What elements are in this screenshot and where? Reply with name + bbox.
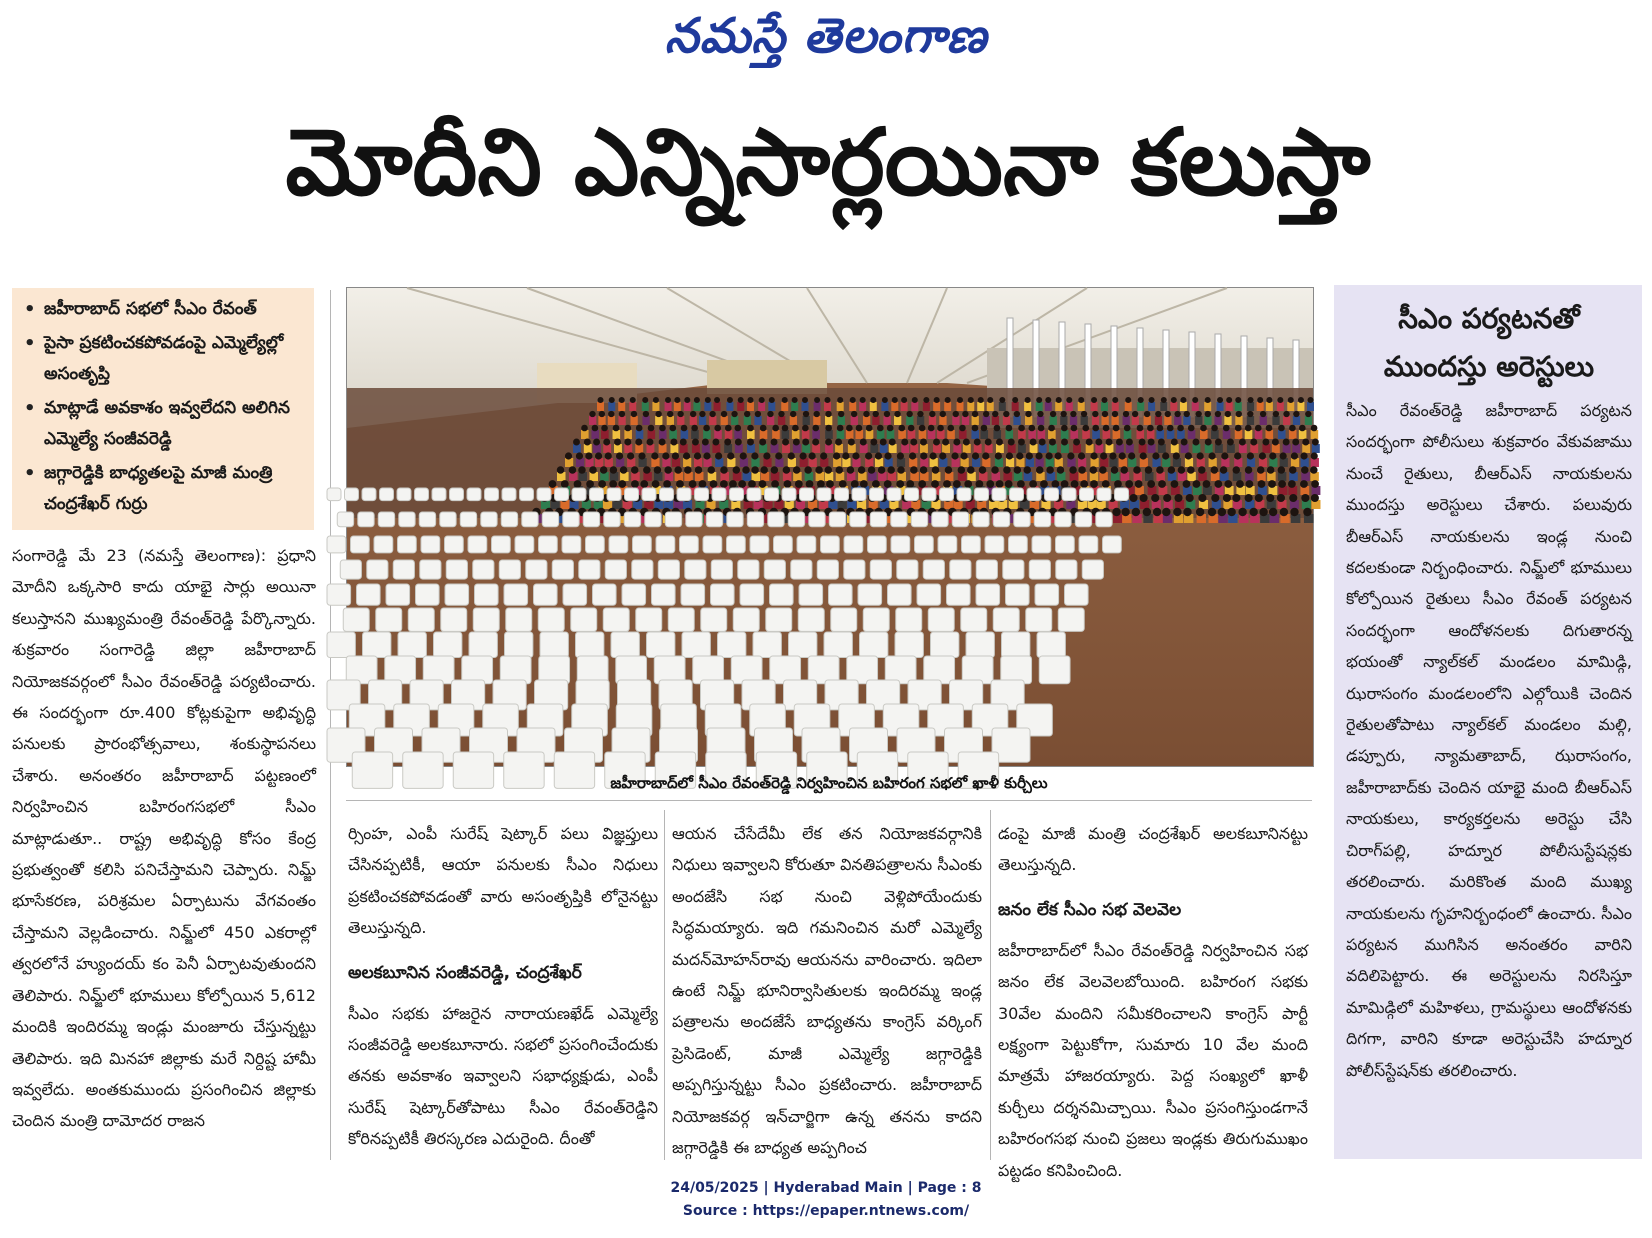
article-column-2 <box>348 818 658 1163</box>
rally-photo <box>346 287 1314 767</box>
article-subhead: జనం లేక సీఎం సభ వెలవెల <box>998 899 1182 920</box>
footer-dateline: 24/05/2025 | Hyderabad Main | Page : 8 <box>670 1180 982 1196</box>
highlight-item: • పైసా ప్రకటించకపోవడంపై ఎమ్మెల్యేల్లో అసంతృప్తి <box>22 328 306 390</box>
article-text: ర్సింహ, ఎంపీ సురేష్ షెట్కార్ పలు విజ్ఞప్తులు చేసినప్పటికీ, ఆయా పనులకు సీఎం నిధులు ప్రకటించకపోవడంతో వారు అసంతృప్తికి లోనైనట్టు తెలుస్తున్నది. <box>348 824 658 938</box>
highlight-item: • జగ్గారెడ్డికి బాధ్యతలపై మాజీ మంత్రి చంద్రశేఖర్ గుర్రు <box>22 458 306 520</box>
photo-caption: జహీరాబాద్‌లో సీఎం రేవంత్‌రెడ్డి నిర్వహించిన బహిరంగ సభలో ఖాళీ కుర్చీలు <box>610 774 1048 792</box>
bullet-icon: • <box>24 398 36 419</box>
article-column-1 <box>12 540 316 1160</box>
article-text: డంపై మాజీ మంత్రి చంద్రశేఖర్ అలకబూనినట్టు తెలుస్తున్నది. <box>998 824 1308 875</box>
caption-divider <box>346 800 1312 801</box>
article-column-3 <box>672 818 982 1163</box>
article-text: సంగారెడ్డి మే 23 (నమస్తే తెలంగాణ): ప్రధాని మోదీని ఒక్కసారి కాదు యాభై సార్లు అయినా కలుస్తానని ముఖ్యమంత్రి రేవంత్‌రెడ్డి పేర్కొన్నారు. శుక్రవారం సంగారెడ్డి జిల్లా జహీరాబాద్ నియోజకవర్గంలో సీఎం రేవంత్‌రెడ్డి పర్యటించారు. ఈ సందర్భంగా రూ.400 కోట్లకుపైగా అభివృద్ధి పనులకు ప్రారంభోత్సవాలు, శంకుస్థాపనలు చేశారు. అనంతరం జహీరాబాద్ పట్టణంలో నిర్వహించిన బహిరంగసభలో సీఎం మాట్లాడుతూ.. రాష్ట్ర అభివృద్ధి కోసం కేంద్ర ప్రభుత్వంతో కలిసి పనిచేస్తామని చెప్పారు. నిమ్జ్ భూసేకరణ, పరిశ్రమల ఏర్పాటును వేగవంతం చేస్తామని వెల్లడించారు. నిమ్జ్‌లో 450 ఎకరాల్లో త్వరలోనే హ్యుందయ్ కం పెనీ ఏర్పాటవుతుందని తెలిపారు. నిమ్జ్‌లో భూములు కోల్పోయిన 5,612 మందికి ఇందిరమ్మ ఇండ్లు మంజూరు చేస్తున్నట్టు తెలిపారు. ఇది మినహా జిల్లాకు మరే నిర్దిష్ట హామీ ఇవ్వలేదు. అంతకుముందు ప్రసంగించిన జిల్లాకు చెందిన మంత్రి దామోదర రాజన <box>12 546 316 1131</box>
article-text: ఆయన చేసేదేమీ లేక తన నియోజకవర్గానికి నిధులు ఇవ్వాలని కోరుతూ వినతిపత్రాలను సీఎంకు అందజేసి సభ నుంచి వెళ్లిపోయేందుకు సిద్ధమయ్యారు. ఇది గమనించిన మరో ఎమ్మెల్యే మదన్‌మోహన్‌రావు ఆయనను వారించారు. ఇదిలా ఉంటే నిమ్జ్ భూనిర్వాసితులకు ఇందిరమ్మ ఇండ్ల పత్రాలను అందజేసే బాధ్యతను కాంగ్రెస్ వర్కింగ్ ప్రెసిడెంట్, మాజీ ఎమ్మెల్యే జగ్గారెడ్డికి అప్పగిస్తున్నట్టు సీఎం ప్రకటించారు. జహీరాబాద్ నియోజకవర్గ ఇన్‌చార్జిగా ఉన్న తనను కాదని జగ్గారెడ్డికి ఈ బాధ్యత అప్పగించ <box>672 824 982 1158</box>
sidebar-story <box>1334 285 1642 1159</box>
column-divider <box>990 810 991 1160</box>
sidebar-title: సీఎం పర్యటనతో ముందస్తు అరెస్టులు <box>1383 302 1595 383</box>
photo-illustration <box>347 288 1313 766</box>
article-subhead: అలకబూనిన సంజీవరెడ్డి, చంద్రశేఖర్ <box>348 962 582 983</box>
footer-source: Source : https://epaper.ntnews.com/ <box>682 1203 970 1219</box>
article-text: జహీరాబాద్‌లో సీఎం రేవంత్‌రెడ్డి నిర్వహించిన సభ జనం లేక వెలవెలబోయింది. బహిరంగ సభకు 30వేల మందిని సమీకరించాలని కాంగ్రెస్ పార్టీ లక్ష్యంగా పెట్టుకోగా, సుమారు 10 వేల మంది మాత్రమే హాజరయ్యారు. పెద్ద సంఖ్యలో ఖాళీ కుర్చీలు దర్శనమిచ్చాయి. సీఎం ప్రసంగిస్తుండగానే బహిరంగసభ నుంచి ప్రజలు ఇండ్లకు తిరుగుముఖం పట్టడం కనిపించింది. <box>998 940 1308 1180</box>
highlights-box <box>12 288 314 530</box>
headline: మోదీని ఎన్నిసార్లయినా కలుస్తా <box>285 109 1371 216</box>
bullet-icon: • <box>24 463 36 484</box>
highlight-item: • మాట్లాడే అవకాశం ఇవ్వలేదని అలిగిన ఎమ్మెల్యే సంజీవరెడ్డి <box>22 393 306 455</box>
column-divider <box>330 290 331 1160</box>
sidebar-text: సీఎం రేవంత్‌రెడ్డి జహీరాబాద్ పర్యటన సందర్భంగా పోలీసులు శుక్రవారం వేకువజాము నుంచే రైతులు, బీఆర్‌ఎస్ నాయకులను ముందస్తు అరెస్టులు చేశారు. పలువురు బీఆర్‌ఎస్ నాయకులను ఇండ్ల నుంచి కదలకుండా నిర్బంధించారు. నిమ్జ్‌లో భూములు కోల్పోయిన రైతులు సీఎం రేవంత్ పర్యటన సందర్భంగా ఆందోళనలకు దిగుతారన్న భయంతో న్యాల్‌కల్ మండలం మామిడ్గి, ఝరాసంగం మండలంలోని ఎల్గోయికి చెందిన రైతులతోపాటు న్యాల్‌కల్ మండలం మల్గి, డప్పూరు, న్యామతాబాద్, ఝరాసంగం, జహీరాబాద్‌కు చెందిన యాభై మంది బీఆర్‌ఎస్ నాయకులు, కార్యకర్తలను అరెస్టు చేసి చిరాగ్‌పల్లి, హద్నూర పోలీసుస్టేషన్లకు తరలించారు. మరికొంత మంది ముఖ్య నాయకులను గృహనిర్బంధంలో ఉంచారు. సీఎం పర్యటన ముగిసిన అనంతరం వారిని వదిలిపెట్టారు. ఈ అరెస్టులను నిరసిస్తూ మామిడ్గిలో మహిళలు, గ్రామస్థులు ఆందోళనకు దిగగా, వారిని కూడా అరెస్టుచేసి హద్నూర పోలీస్‌స్టేషన్‌కు తరలించారు. <box>1346 401 1632 1080</box>
bullet-icon: • <box>24 333 36 354</box>
bullet-icon: • <box>24 299 36 320</box>
article-column-4 <box>998 818 1308 1180</box>
masthead-logo: నమస్తే తెలంగాణ <box>664 8 988 64</box>
column-divider <box>664 810 665 1160</box>
article-text: సీఎం సభకు హాజరైన నారాయణఖేడ్ ఎమ్మెల్యే సంజీవరెడ్డి అలకబూనారు. సభలో ప్రసంగించేందుకు తనకు అవకాశం ఇవ్వాలని సభాధ్యక్షుడు, ఎంపీ సురేష్ షెట్కార్‌తోపాటు సీఎం రేవంత్‌రెడ్డిని కోరినప్పటికీ తిరస్కరణ ఎదురైంది. దీంతో <box>348 1003 658 1149</box>
highlight-item: • జహీరాబాద్ సభలో సీఎం రేవంత్ <box>22 294 306 325</box>
